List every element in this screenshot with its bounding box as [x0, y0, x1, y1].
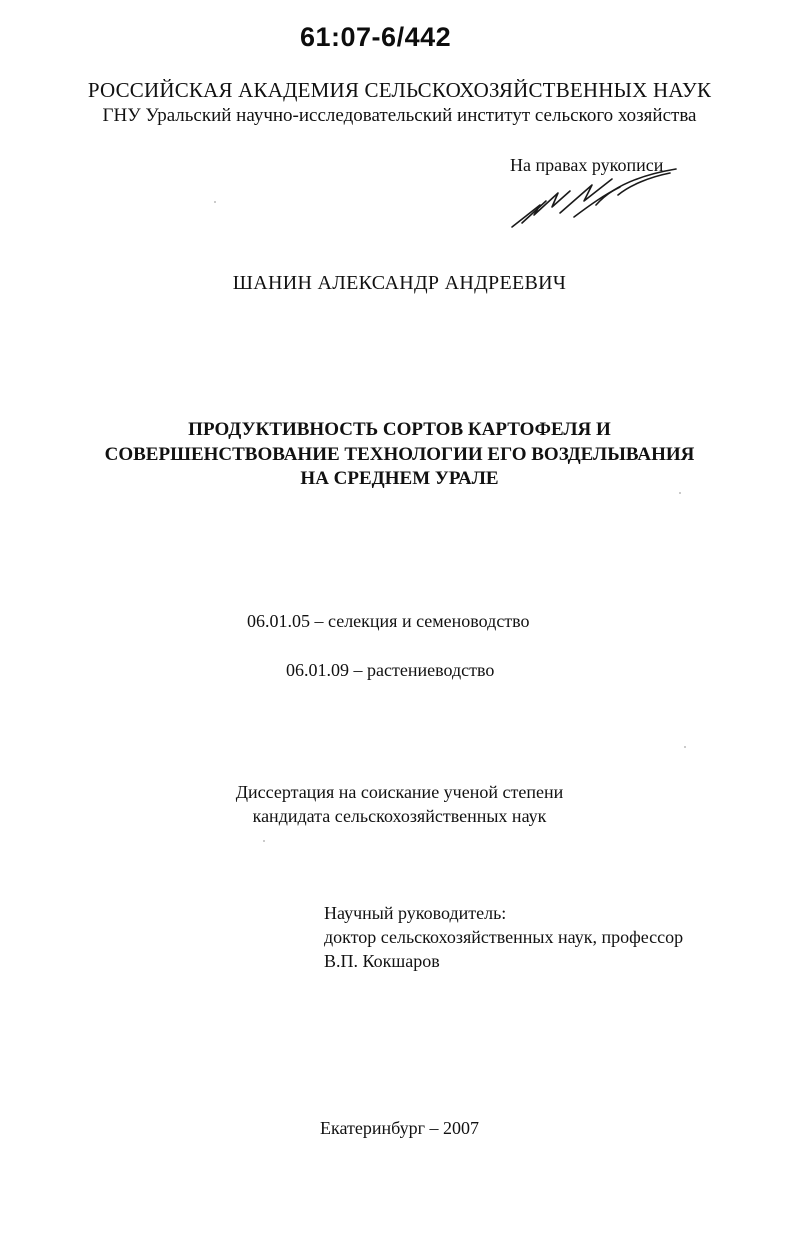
specialty-code-1: 06.01.05 – селекция и семеноводство: [247, 611, 530, 631]
degree-line-2: кандидата сельскохозяйственных наук: [252, 806, 547, 826]
supervisor-label: Научный руководитель:: [324, 903, 507, 923]
institute-name: ГНУ Уральский научно-исследовательский институт сельского хозяйства: [102, 105, 697, 126]
specialty-code-2: 06.01.09 – растениеводство: [286, 660, 495, 680]
supervisor-title: доктор сельскохозяйственных наук, профессор: [324, 927, 684, 947]
city-year: Екатеринбург – 2007: [320, 1118, 479, 1138]
degree-statement: [0, 780, 799, 828]
author-name: ШАНИН АЛЕКСАНДР АНДРЕЕВИЧ: [232, 272, 567, 294]
title-line-2: СОВЕРШЕНСТВОВАНИЕ ТЕХНОЛОГИИ ЕГО ВОЗДЕЛЫВАНИЯ: [104, 443, 695, 465]
catalog-number: 61:07-6/442: [300, 22, 452, 52]
title-line-3: НА СРЕДНЕМ УРАЛЕ: [300, 468, 499, 489]
dissertation-title: [0, 418, 799, 492]
title-line-1: ПРОДУКТИВНОСТЬ СОРТОВ КАРТОФЕЛЯ И: [188, 419, 611, 440]
manuscript-rights-note: На правах рукописи: [510, 155, 664, 175]
scan-speck: [679, 492, 681, 494]
supervisor-block: [324, 901, 683, 973]
degree-line-1: Диссертация на соискание ученой степени: [235, 782, 564, 802]
scan-speck: [214, 201, 216, 203]
supervisor-name: В.П. Кокшаров: [324, 951, 440, 971]
scan-speck: [684, 746, 686, 748]
academy-name: РОССИЙСКАЯ АКАДЕМИЯ СЕЛЬСКОХОЗЯЙСТВЕННЫХ НАУК: [87, 78, 712, 102]
scan-speck: [263, 840, 265, 842]
signature-image: [500, 165, 690, 235]
